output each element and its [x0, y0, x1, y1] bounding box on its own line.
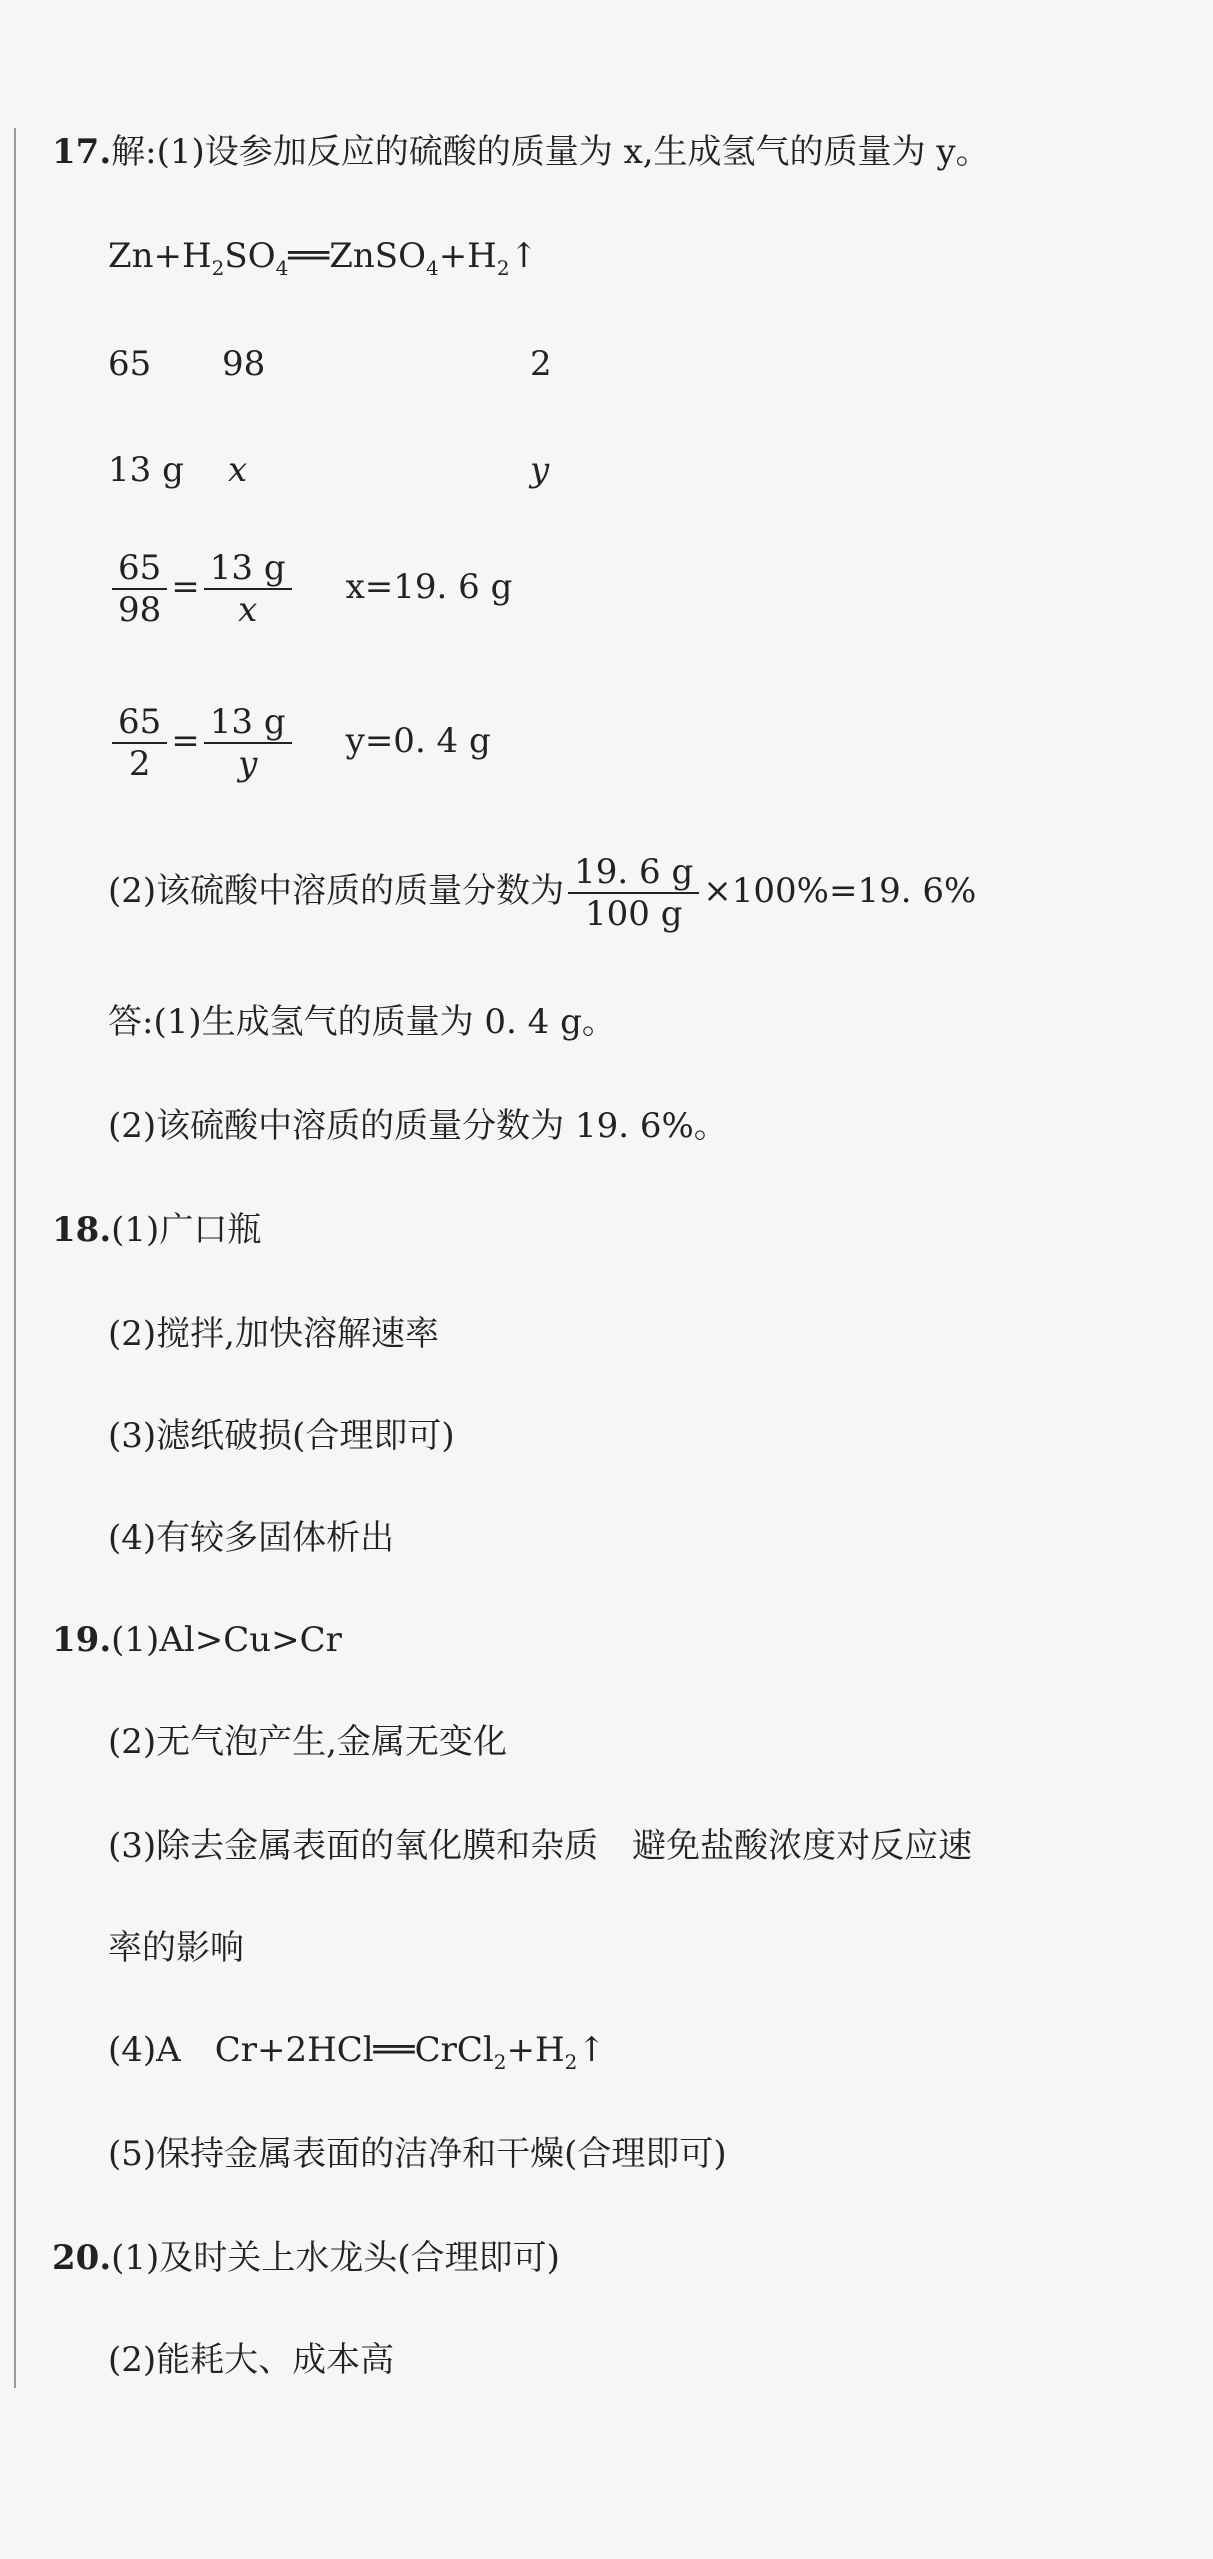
- q17-part2-result: ×100%=19. 6%: [703, 871, 977, 911]
- q20-line-1: [52, 2236, 560, 2280]
- q17-fraction-2: $\frac{65}{2}$ = $\frac{13 g}{y}$ y=0. 4 g: [108, 702, 491, 784]
- q18-answer-1: (1)广口瓶: [111, 1210, 262, 1250]
- eq-part: SO: [224, 236, 276, 276]
- q17-part2-text: (2)该硫酸中溶质的质量分数为: [108, 871, 565, 911]
- up-arrow-icon: ↑: [577, 2030, 606, 2070]
- q19-answer-2: (2)无气泡产生,金属无变化: [108, 1722, 507, 1762]
- denominator: 98: [118, 590, 162, 630]
- q19-answer-1: (1)Al>Cu>Cr: [111, 1620, 342, 1660]
- denominator: y: [238, 744, 258, 784]
- eq-part: Zn+H: [108, 236, 212, 276]
- denominator: 2: [128, 744, 151, 784]
- denominator: 100 g: [584, 894, 683, 934]
- q17-mass-c: y: [530, 450, 550, 490]
- eq-part: (4)A Cr+2HCl══CrCl: [108, 2030, 494, 2070]
- eq-part: +H: [438, 236, 497, 276]
- margin-line: [14, 128, 16, 2388]
- q19-answer-5: (5)保持金属表面的洁净和干燥(合理即可): [108, 2134, 727, 2174]
- eq-sub: 4: [275, 255, 289, 280]
- fraction: [112, 548, 167, 630]
- q17-result-y: y=0. 4 g: [345, 721, 491, 761]
- eq-part: ══ZnSO: [288, 236, 426, 276]
- q18-answer-3: (3)滤纸破损(合理即可): [108, 1416, 455, 1456]
- q17-mass-a: 13 g: [108, 450, 184, 490]
- q17-equation: [108, 234, 538, 290]
- q18-line-1: [52, 1208, 261, 1252]
- q17-ratio-c: 2: [530, 344, 552, 384]
- denominator: x: [238, 590, 258, 630]
- q17-ratio-a: 65: [108, 344, 152, 384]
- q17-mass-b: x: [228, 450, 248, 490]
- numerator: 65: [112, 548, 167, 590]
- q18-answer-2: (2)搅拌,加快溶解速率: [108, 1314, 439, 1354]
- eq-sub: 2: [493, 2049, 507, 2074]
- q19-answer-4: [108, 2028, 606, 2084]
- q20-answer-1: (1)及时关上水龙头(合理即可): [111, 2238, 560, 2278]
- q17-part2: [108, 852, 976, 934]
- numerator: 13 g: [204, 702, 292, 744]
- q19-answer-3-cont: 率的影响: [108, 1928, 244, 1968]
- fraction: [204, 548, 292, 630]
- eq-sub: 2: [211, 255, 225, 280]
- q17-intro: 解:(1)设参加反应的硫酸的质量为 x,生成氢气的质量为 y。: [111, 132, 990, 172]
- q17-ratio-b: 98: [222, 344, 266, 384]
- eq-sub: 4: [425, 255, 439, 280]
- q20-answer-2: (2)能耗大、成本高: [108, 2340, 395, 2380]
- q17-number: 17.: [52, 132, 112, 172]
- fraction: [568, 852, 699, 934]
- q20-number: 20.: [52, 2238, 112, 2278]
- q18-answer-4: (4)有较多固体析出: [108, 1518, 395, 1558]
- q17-answer-1: 答:(1)生成氢气的质量为 0. 4 g。: [108, 1002, 616, 1042]
- numerator: 65: [112, 702, 167, 744]
- eq-part: +H: [506, 2030, 565, 2070]
- q17-answer-2: (2)该硫酸中溶质的质量分数为 19. 6%。: [108, 1106, 728, 1146]
- up-arrow-icon: ↑: [509, 236, 539, 276]
- q17-result-x: x=19. 6 g: [345, 567, 513, 607]
- eq-sub: 2: [496, 255, 510, 280]
- q18-number: 18.: [52, 1210, 112, 1250]
- eq-sub: 2: [564, 2049, 578, 2074]
- q19-number: 19.: [52, 1620, 112, 1660]
- q19-answer-3: (3)除去金属表面的氧化膜和杂质 避免盐酸浓度对反应速: [108, 1826, 973, 1866]
- q17-fraction-1: $\frac{65}{98}$ = $\frac{13 g}{x}$ x=19. 6 g: [108, 548, 512, 630]
- numerator: 13 g: [204, 548, 292, 590]
- fraction: [204, 702, 292, 784]
- q17-intro-line: [52, 130, 990, 174]
- numerator: 19. 6 g: [568, 852, 699, 894]
- fraction: [112, 702, 167, 784]
- q19-line-1: [52, 1618, 342, 1662]
